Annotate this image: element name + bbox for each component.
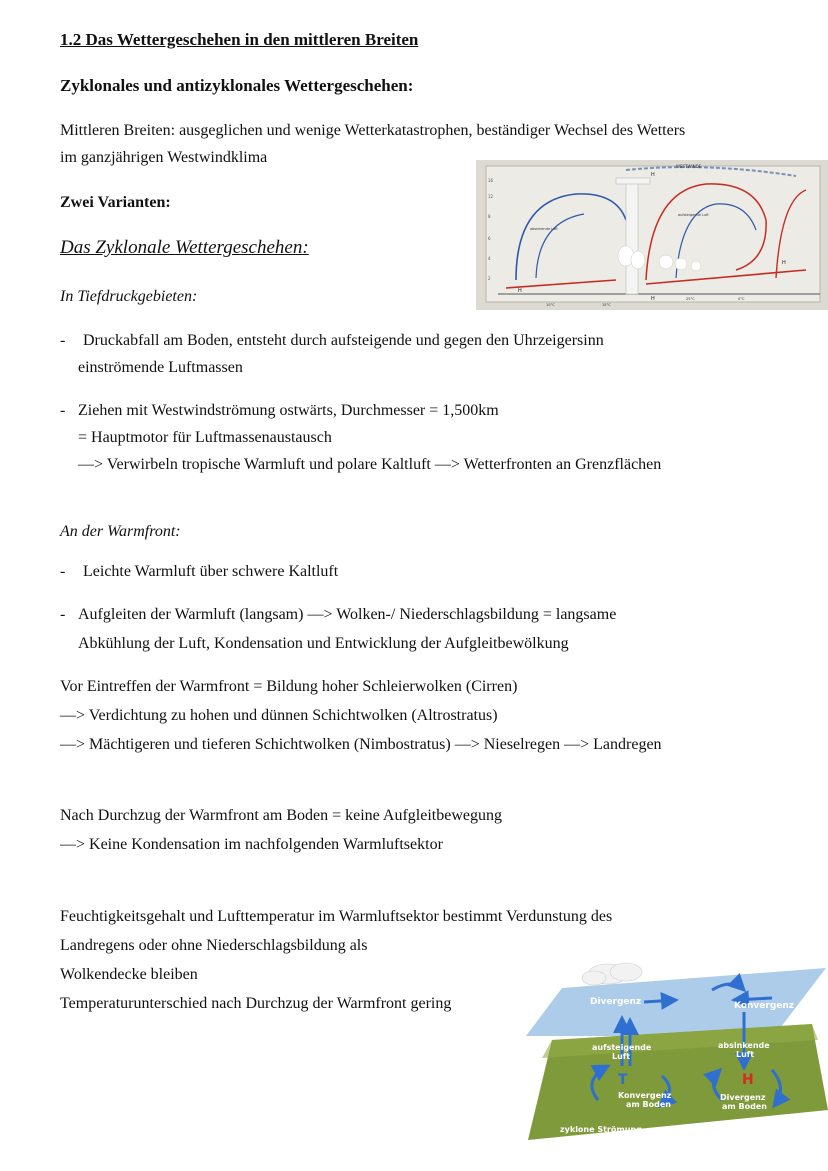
tief-item2-line2: = Hauptmotor für Luftmassenaustausch	[78, 429, 332, 446]
before-line-1: Vor Eintreffen der Warmfront = Bildung hoher Schleierwolken (Cirren)	[60, 678, 518, 695]
tief-letter: T	[618, 1072, 628, 1088]
bullet-dash: -	[60, 606, 66, 623]
page-title: 1.2 Das Wettergeschehen in den mittleren Breiten	[60, 30, 419, 49]
humidity-line-2: Landregens oder ohne Niederschlagsbildung als	[60, 937, 368, 954]
h-top: H	[651, 172, 655, 178]
cyclone-anticyclone-diagram	[522, 960, 828, 1142]
svg-text:8: 8	[488, 214, 491, 219]
intro-line-2: im ganzjährigen Westwindklima	[60, 149, 268, 166]
humidity-line-1: Feuchtigkeitsgehalt und Lufttemperatur im Warmluftsektor bestimmt Verdunstung des	[60, 908, 613, 925]
konv-boden-label-2: am Boden	[626, 1100, 671, 1109]
temp-1: 10°C	[546, 303, 555, 307]
div-boden-label-2: am Boden	[722, 1102, 767, 1111]
intro-line-1: Mittleren Breiten: ausgeglichen und wenige Wetterkatastrophen, beständiger Wechsel des Wetters	[60, 122, 686, 139]
bullet-dash: -	[60, 332, 66, 349]
temp-2: 15°C	[602, 303, 611, 307]
temp-4: 0°C	[738, 297, 745, 301]
tief-item2-line3: —> Verwirbeln tropische Warmluft und polare Kaltluft —> Wetterfronten an Grenzflächen	[78, 456, 662, 473]
note-left: absinkende Luft	[530, 227, 558, 231]
aufsteigende-luft-label: Luft	[612, 1052, 631, 1061]
tief-item2-line1: Ziehen mit Westwindströmung ostwärts, Durchmesser = 1,500km	[78, 402, 499, 419]
humidity-line-3: Wolkendecke bleiben	[60, 966, 198, 983]
absinkende-label: absinkende	[718, 1041, 770, 1050]
svg-text:2: 2	[488, 276, 491, 281]
warm-item2-line2: Abkühlung der Luft, Kondensation und Entwicklung der Aufgleitbewölkung	[78, 635, 569, 652]
konvergenz-label: Konvergenz	[734, 1001, 795, 1011]
h-left: H	[518, 288, 522, 294]
section-subtitle: Zyklonales und antizyklonales Wettergeschehen:	[60, 76, 414, 95]
before-line-3: —> Mächtigeren und tieferen Schichtwolken (Nimbostratus) —> Nieselregen —> Landregen	[60, 736, 662, 753]
bullet-dash: -	[60, 402, 66, 419]
tief-item1-line1: Druckabfall am Boden, entsteht durch aufsteigende und gegen den Uhrzeigersinn	[83, 332, 604, 349]
svg-text:16: 16	[488, 178, 494, 183]
after-line-1: Nach Durchzug der Warmfront am Boden = keine Aufgleitbewegung	[60, 807, 502, 824]
temp-3: 25°C	[686, 297, 695, 301]
div-boden-label-1: Divergenz	[720, 1093, 766, 1102]
bullet-dash: -	[60, 563, 66, 580]
svg-text:4: 4	[488, 256, 491, 261]
konv-boden-label-1: Konvergenz	[618, 1091, 672, 1100]
zyklonal-heading: Das Zyklonale Wettergeschehen:	[60, 237, 309, 258]
aufsteigende-label: aufsteigende	[592, 1043, 652, 1052]
h-bottom: H	[651, 296, 655, 302]
warm-heading: An der Warmfront:	[60, 523, 181, 540]
note-right: aufsteigende Luft	[678, 213, 709, 217]
circulation-diagram	[476, 160, 828, 310]
absinkende-luft-label: Luft	[736, 1050, 755, 1059]
h-right: H	[782, 260, 786, 266]
divergenz-label: Divergenz	[590, 997, 642, 1007]
warm-item1: Leichte Warmluft über schwere Kaltluft	[83, 563, 339, 580]
humidity-line-4: Temperaturunterschied nach Durchzug der Warmfront gering	[60, 995, 452, 1012]
tief-item1-line2: einströmende Luftmassen	[78, 359, 243, 376]
hoch-letter: H	[742, 1072, 754, 1088]
zyklone-label: zyklone Strömung	[560, 1125, 642, 1134]
tief-heading: In Tiefdruckgebieten:	[60, 288, 198, 305]
svg-text:12: 12	[488, 194, 494, 199]
warm-item2-line1: Aufgleiten der Warmluft (langsam) —> Wolken-/ Niederschlagsbildung = langsame	[78, 606, 617, 623]
before-line-2: —> Verdichtung zu hohen und dünnen Schichtwolken (Altrostratus)	[60, 707, 498, 724]
antizyklone-label: antizyklone Strömung	[668, 1125, 768, 1134]
westwinde-label: WESTWINDE	[676, 164, 702, 169]
variants-heading: Zwei Varianten:	[60, 194, 171, 211]
after-line-2: —> Keine Kondensation im nachfolgenden Warmluftsektor	[60, 836, 443, 853]
svg-text:6: 6	[488, 236, 491, 241]
